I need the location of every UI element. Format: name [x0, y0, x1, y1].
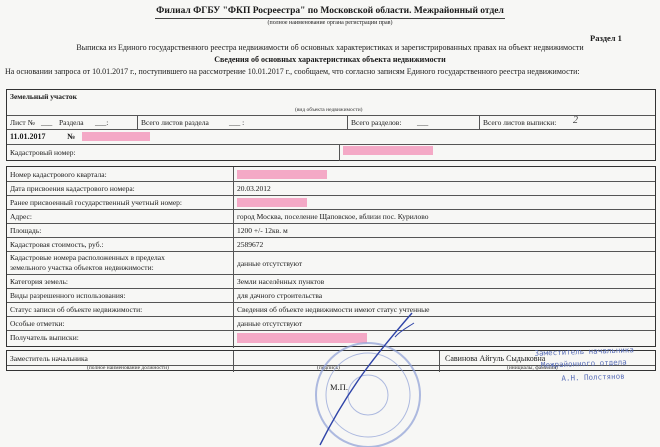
seal-place-label: М.П. [330, 382, 348, 392]
signatory-name: Савинова Айгуль Сыдыковна [445, 354, 546, 363]
row-inner-objects-label: Кадастровые номера расположенных в пределах [10, 253, 165, 262]
section-number-label: Раздела [59, 118, 84, 127]
name-caption: (инициалы, фамилия) [507, 365, 558, 371]
signatory-position: Заместитель начальника [10, 354, 88, 363]
total-sheets-value: 2 [573, 115, 578, 126]
row-special-marks-label: Особые отметки: [10, 319, 65, 328]
row-area-label: Площадь: [10, 226, 42, 235]
row-land-category-value: Земли населённых пунктов [237, 277, 325, 286]
row-recipient-label: Получатель выписки: [10, 333, 79, 342]
round-seal-icon [300, 305, 430, 447]
redacted-prior-number [237, 198, 307, 207]
stamp-line-1: Заместитель начальника [534, 345, 634, 358]
cadastral-number-label: Кадастровый номер: [10, 148, 76, 157]
row-cost-label: Кадастровая стоимость, руб.: [10, 240, 104, 249]
redacted-extract-number [82, 132, 150, 141]
object-type-caption: (вид объекта недвижимости) [295, 107, 363, 113]
row-inner-objects-value: данные отсутствуют [237, 259, 303, 268]
extract-title: Выписка из Единого государственного реестра недвижимости об основных характеристиках и зарегистрированных правах на объект недвижимости [76, 43, 584, 52]
row-special-marks-value: данные отсутствуют [237, 319, 303, 328]
row-usage-value: для дачного строительства [237, 291, 323, 300]
total-sections-label: Всего разделов: [351, 118, 402, 127]
row-quarter-label: Номер кадастрового квартала: [10, 170, 107, 179]
official-stamp [534, 344, 635, 385]
row-area-value: 1200 +/- 12кв. м [237, 226, 288, 235]
title-underline [155, 18, 505, 19]
row-status-value: Сведения об объекте недвижимости имеют статус учтенные [237, 305, 430, 314]
stamp-line-3: А.Н. Полстянов [561, 371, 625, 383]
sign-caption: (подпись) [317, 365, 340, 371]
row-cost-value: 2589672 [237, 240, 264, 249]
sheet-number-label: Лист № [10, 118, 35, 127]
row-usage-label: Виды разрешенного использования: [10, 291, 126, 300]
organization-caption: (полное наименование органа регистрации прав) [267, 20, 393, 26]
row-prior-number-label: Ранее присвоенный государственный учетный номер: [10, 198, 182, 207]
section-label: Раздел 1 [590, 33, 622, 43]
sheets-in-section-value: ___ : [229, 118, 245, 127]
row-inner-objects-label-2: земельного участка объектов недвижимости: [10, 263, 154, 272]
total-sheets-label: Всего листов выписки: [483, 118, 557, 127]
extract-date: 11.01.2017 [10, 132, 46, 141]
redacted-quarter-number [237, 170, 327, 179]
redacted-cadastral-number [343, 146, 433, 155]
row-assign-date-label: Дата присвоения кадастрового номера: [10, 184, 135, 193]
total-sections-value: ___ [417, 118, 429, 127]
extract-number-label: № [67, 132, 76, 141]
row-address-label: Адрес: [10, 212, 32, 221]
row-land-category-label: Категория земель: [10, 277, 68, 286]
sheets-in-section-label: Всего листов раздела [141, 118, 209, 127]
organization-title: Филиал ФГБУ "ФКП Росреестра" по Московской области. Межрайонный отдел [156, 6, 504, 16]
row-address-value: город Москва, поселение Щаповское, вблизи пос. Курилово [237, 212, 429, 221]
position-caption: (полное наименование должности) [87, 365, 169, 371]
basis-text: На основании запроса от 10.01.2017 г., поступившего на рассмотрение 10.01.2017 г., сообщаем, что согласно записям Единого государственного реестра недвижимости: [5, 67, 580, 76]
row-assign-date-value: 20.03.2012 [237, 184, 271, 193]
pen-signature-stroke [320, 313, 412, 445]
stamp-line-2: Межрайонного отдела [540, 357, 627, 370]
object-header-table: Земельный участок (вид объекта недвижимости) Лист № ___ Раздела ___: Всего листов раздела ___ : Всего разделов: ___ Всего листов выписки: 2 11.01.2017 № Кадастровый номер: [6, 89, 656, 161]
row-status-label: Статус записи об объекте недвижимости: [10, 305, 143, 314]
info-title: Сведения об основных характеристиках объекта недвижимости [214, 55, 446, 64]
object-type: Земельный участок [10, 92, 77, 101]
